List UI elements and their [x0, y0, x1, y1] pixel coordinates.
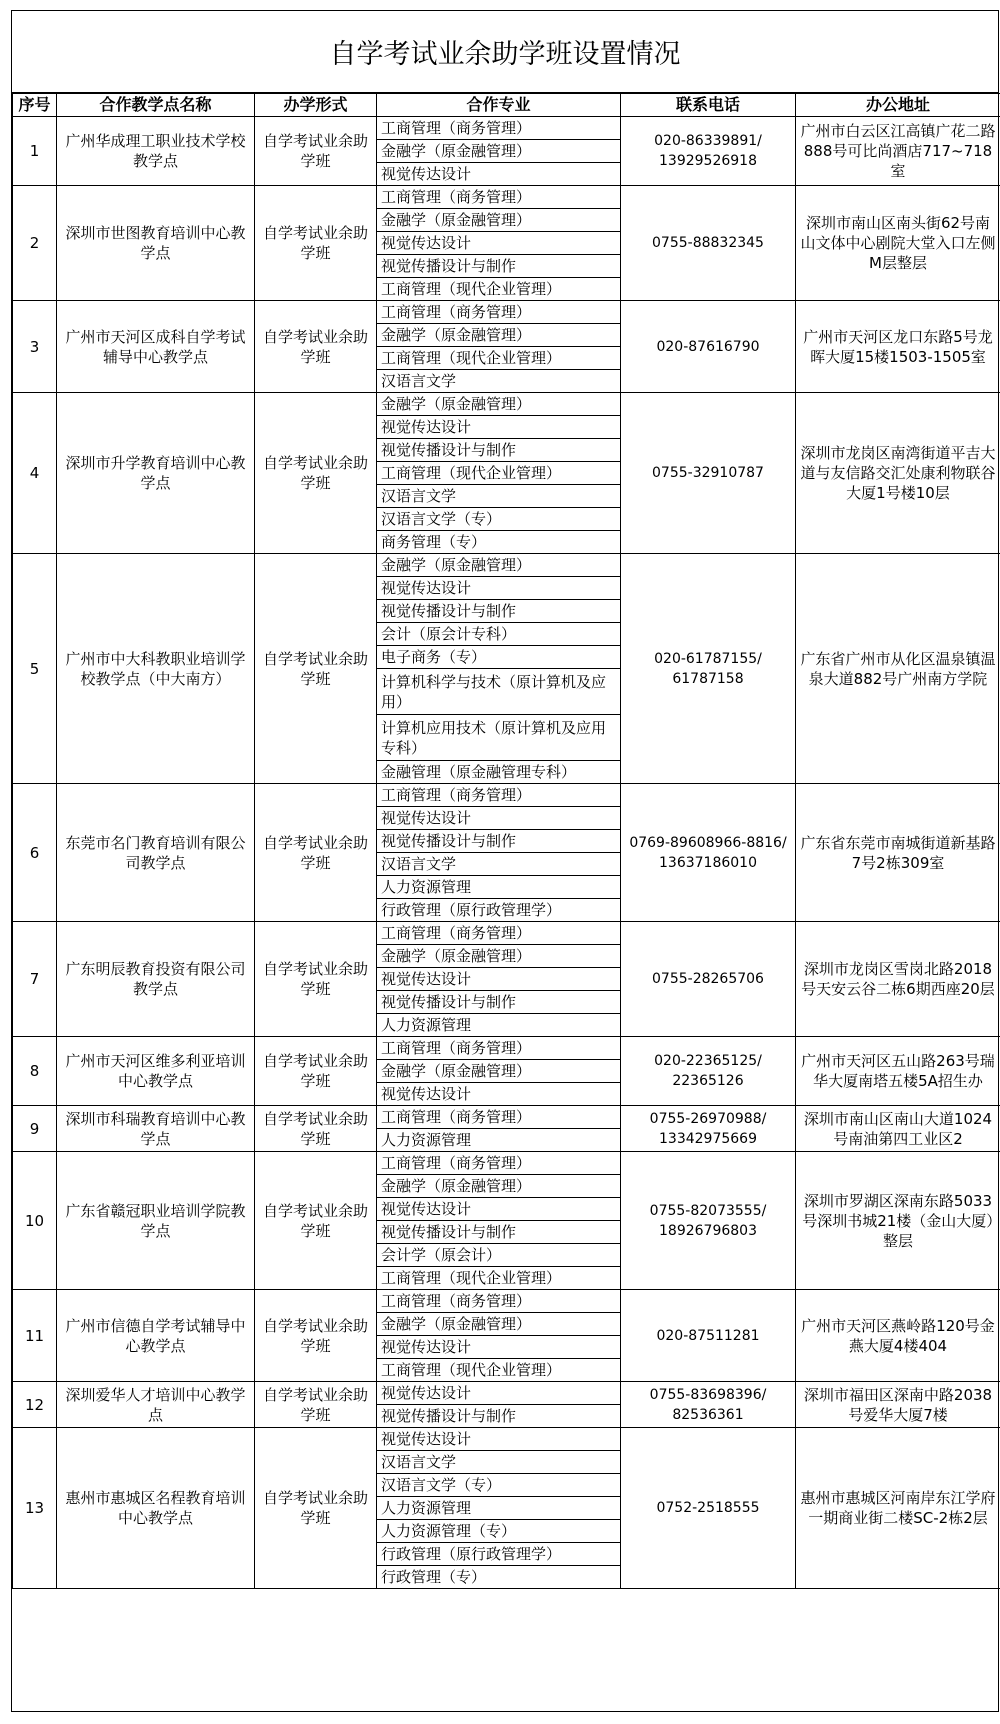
contact-phone: 0755-28265706: [621, 922, 796, 1037]
major-item: 行政管理（原行政管理学）: [377, 1543, 621, 1566]
school-form: 自学考试业余助学班: [255, 1106, 377, 1152]
major-item: 工商管理（商务管理）: [377, 1152, 621, 1175]
major-item: 视觉传达设计: [377, 807, 621, 830]
office-address: 深圳市龙岗区雪岗北路2018号天安云谷二栋6期西座20层: [796, 922, 1000, 1037]
school-form: 自学考试业余助学班: [255, 393, 377, 554]
school-form: 自学考试业余助学班: [255, 554, 377, 784]
partner-name: 深圳市升学教育培训中心教学点: [57, 393, 255, 554]
major-item: 人力资源管理: [377, 1497, 621, 1520]
school-form: 自学考试业余助学班: [255, 1037, 377, 1106]
major-item: 工商管理（商务管理）: [377, 1290, 621, 1313]
major-item: 汉语言文学（专）: [377, 508, 621, 531]
major-item: 金融学（原金融管理）: [377, 945, 621, 968]
major-item: 计算机科学与技术（原计算机及应用）: [377, 669, 621, 715]
partner-name: 惠州市惠城区名程教育培训中心教学点: [57, 1428, 255, 1589]
school-form: 自学考试业余助学班: [255, 1152, 377, 1290]
page-title: 自学考试业余助学班设置情况: [12, 11, 998, 93]
row-number: 11: [13, 1290, 57, 1382]
major-item: 视觉传播设计与制作: [377, 600, 621, 623]
partner-name: 深圳市科瑞教育培训中心教学点: [57, 1106, 255, 1152]
contact-phone: 020-61787155/ 61787158: [621, 554, 796, 784]
partner-name: 广州市天河区成科自学考试辅导中心教学点: [57, 301, 255, 393]
partner-name: 深圳市世图教育培训中心教学点: [57, 186, 255, 301]
table-row: [13, 1382, 1000, 1405]
major-item: 汉语言文学（专）: [377, 1474, 621, 1497]
table-row: [13, 554, 1000, 577]
major-item: 视觉传播设计与制作: [377, 255, 621, 278]
major-item: 工商管理（现代企业管理）: [377, 347, 621, 370]
table-header-row: [13, 94, 1000, 117]
school-form: 自学考试业余助学班: [255, 1428, 377, 1589]
school-form: 自学考试业余助学班: [255, 186, 377, 301]
major-item: 汉语言文学: [377, 485, 621, 508]
major-item: 工商管理（商务管理）: [377, 1037, 621, 1060]
major-item: 视觉传达设计: [377, 577, 621, 600]
major-item: 汉语言文学: [377, 370, 621, 393]
office-address: 广州市白云区江高镇广花二路888号可比尚酒店717~718室: [796, 117, 1000, 186]
school-form: 自学考试业余助学班: [255, 922, 377, 1037]
office-address: 广州市天河区五山路263号瑞华大厦南塔五楼5A招生办: [796, 1037, 1000, 1106]
major-item: 行政管理（原行政管理学）: [377, 899, 621, 922]
major-item: 汉语言文学: [377, 1451, 621, 1474]
contact-phone: 0769-89608966-8816/ 13637186010: [621, 784, 796, 922]
header-phone: 联系电话: [621, 94, 796, 117]
contact-phone: 0752-2518555: [621, 1428, 796, 1589]
row-number: 9: [13, 1106, 57, 1152]
row-number: 6: [13, 784, 57, 922]
partner-name: 深圳爱华人才培训中心教学点: [57, 1382, 255, 1428]
school-form: 自学考试业余助学班: [255, 301, 377, 393]
major-item: 人力资源管理: [377, 1129, 621, 1152]
row-number: 7: [13, 922, 57, 1037]
partner-name: 广州市信德自学考试辅导中心教学点: [57, 1290, 255, 1382]
school-form: 自学考试业余助学班: [255, 117, 377, 186]
contact-phone: 020-87511281: [621, 1290, 796, 1382]
major-item: 视觉传播设计与制作: [377, 991, 621, 1014]
data-table: [12, 93, 1000, 1589]
row-number: 5: [13, 554, 57, 784]
row-number: 3: [13, 301, 57, 393]
major-item: 工商管理（现代企业管理）: [377, 278, 621, 301]
table-row: [13, 301, 1000, 324]
office-address: 广东省广州市从化区温泉镇温泉大道882号广州南方学院: [796, 554, 1000, 784]
major-item: 视觉传达设计: [377, 1336, 621, 1359]
major-item: 视觉传达设计: [377, 1083, 621, 1106]
major-item: 工商管理（现代企业管理）: [377, 1359, 621, 1382]
partner-name: 广州华成理工职业技术学校教学点: [57, 117, 255, 186]
row-number: 1: [13, 117, 57, 186]
table-row: [13, 784, 1000, 807]
major-item: 工商管理（商务管理）: [377, 117, 621, 140]
major-item: 工商管理（商务管理）: [377, 922, 621, 945]
major-item: 工商管理（商务管理）: [377, 784, 621, 807]
major-item: 会计学（原会计）: [377, 1244, 621, 1267]
major-item: 工商管理（商务管理）: [377, 186, 621, 209]
major-item: 计算机应用技术（原计算机及应用专科）: [377, 715, 621, 761]
major-item: 金融学（原金融管理）: [377, 209, 621, 232]
major-item: 视觉传播设计与制作: [377, 1221, 621, 1244]
school-form: 自学考试业余助学班: [255, 1290, 377, 1382]
office-address: 广州市天河区燕岭路120号金燕大厦4楼404: [796, 1290, 1000, 1382]
table-row: [13, 393, 1000, 416]
table-row: [13, 922, 1000, 945]
contact-phone: 0755-82073555/ 18926796803: [621, 1152, 796, 1290]
major-item: 金融学（原金融管理）: [377, 324, 621, 347]
header-no: 序号: [13, 94, 57, 117]
major-item: 视觉传达设计: [377, 1198, 621, 1221]
major-item: 商务管理（专）: [377, 531, 621, 554]
table-row: [13, 1290, 1000, 1313]
contact-phone: 0755-26970988/ 13342975669: [621, 1106, 796, 1152]
major-item: 金融管理（原金融管理专科）: [377, 761, 621, 784]
major-item: 人力资源管理: [377, 876, 621, 899]
document-sheet: [11, 10, 999, 1712]
major-item: 行政管理（专）: [377, 1566, 621, 1589]
major-item: 视觉传达设计: [377, 232, 621, 255]
major-item: 人力资源管理（专）: [377, 1520, 621, 1543]
partner-name: 东莞市名门教育培训有限公司教学点: [57, 784, 255, 922]
office-address: 惠州市惠城区河南岸东江学府一期商业街二楼SC-2栋2层: [796, 1428, 1000, 1589]
major-item: 金融学（原金融管理）: [377, 140, 621, 163]
office-address: 广州市天河区龙口东路5号龙晖大厦15楼1503-1505室: [796, 301, 1000, 393]
contact-phone: 020-86339891/ 13929526918: [621, 117, 796, 186]
major-item: 工商管理（现代企业管理）: [377, 1267, 621, 1290]
major-item: 视觉传播设计与制作: [377, 439, 621, 462]
contact-phone: 0755-32910787: [621, 393, 796, 554]
header-name: 合作教学点名称: [57, 94, 255, 117]
office-address: 广东省东莞市南城街道新基路7号2栋309室: [796, 784, 1000, 922]
row-number: 10: [13, 1152, 57, 1290]
table-row: [13, 1037, 1000, 1060]
partner-name: 广东明辰教育投资有限公司教学点: [57, 922, 255, 1037]
partner-name: 广州市中大科教职业培训学校教学点（中大南方）: [57, 554, 255, 784]
contact-phone: 020-87616790: [621, 301, 796, 393]
contact-phone: 0755-83698396/ 82536361: [621, 1382, 796, 1428]
table-row: [13, 1152, 1000, 1175]
major-item: 会计（原会计专科）: [377, 623, 621, 646]
office-address: 深圳市福田区深南中路2038号爱华大厦7楼: [796, 1382, 1000, 1428]
school-form: 自学考试业余助学班: [255, 784, 377, 922]
row-number: 13: [13, 1428, 57, 1589]
major-item: 人力资源管理: [377, 1014, 621, 1037]
header-address: 办公地址: [796, 94, 1000, 117]
table-row: [13, 117, 1000, 140]
major-item: 工商管理（现代企业管理）: [377, 462, 621, 485]
major-item: 金融学（原金融管理）: [377, 1060, 621, 1083]
row-number: 8: [13, 1037, 57, 1106]
contact-phone: 020-22365125/ 22365126: [621, 1037, 796, 1106]
table-body: [13, 117, 1000, 1589]
major-item: 金融学（原金融管理）: [377, 554, 621, 577]
table-row: [13, 1106, 1000, 1129]
major-item: 金融学（原金融管理）: [377, 1175, 621, 1198]
major-item: 电子商务（专）: [377, 646, 621, 669]
partner-name: 广东省赣冠职业培训学院教学点: [57, 1152, 255, 1290]
office-address: 深圳市龙岗区南湾街道平吉大道与友信路交汇处康利物联谷大厦1号楼10层: [796, 393, 1000, 554]
contact-phone: 0755-88832345: [621, 186, 796, 301]
major-item: 视觉传达设计: [377, 163, 621, 186]
major-item: 工商管理（商务管理）: [377, 1106, 621, 1129]
major-item: 视觉传达设计: [377, 1428, 621, 1451]
major-item: 金融学（原金融管理）: [377, 393, 621, 416]
major-item: 汉语言文学: [377, 853, 621, 876]
office-address: 深圳市南山区南头街62号南山文体中心剧院大堂入口左侧M层整层: [796, 186, 1000, 301]
major-item: 视觉传播设计与制作: [377, 1405, 621, 1428]
office-address: 深圳市南山区南山大道1024号南油第四工业区2: [796, 1106, 1000, 1152]
header-majors: 合作专业: [377, 94, 621, 117]
major-item: 工商管理（商务管理）: [377, 301, 621, 324]
row-number: 12: [13, 1382, 57, 1428]
table-row: [13, 186, 1000, 209]
table-row: [13, 1428, 1000, 1451]
major-item: 视觉传达设计: [377, 968, 621, 991]
major-item: 视觉传播设计与制作: [377, 830, 621, 853]
major-item: 视觉传达设计: [377, 416, 621, 439]
partner-name: 广州市天河区维多利亚培训中心教学点: [57, 1037, 255, 1106]
header-form: 办学形式: [255, 94, 377, 117]
major-item: 金融学（原金融管理）: [377, 1313, 621, 1336]
major-item: 视觉传达设计: [377, 1382, 621, 1405]
row-number: 4: [13, 393, 57, 554]
school-form: 自学考试业余助学班: [255, 1382, 377, 1428]
office-address: 深圳市罗湖区深南东路5033号深圳书城21楼（金山大厦）整层: [796, 1152, 1000, 1290]
row-number: 2: [13, 186, 57, 301]
